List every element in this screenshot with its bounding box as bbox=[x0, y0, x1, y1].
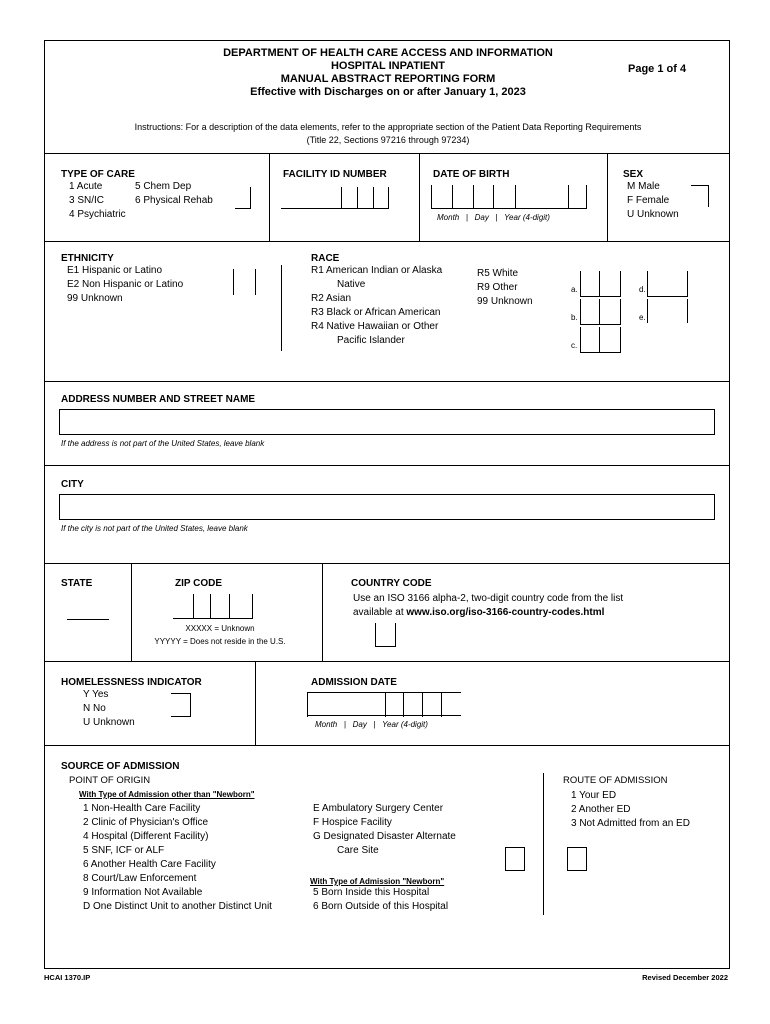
zip-code-label: ZIP CODE bbox=[175, 578, 223, 589]
race-slot-e-label: e. bbox=[639, 313, 646, 322]
race-slot-a-input[interactable] bbox=[580, 271, 620, 297]
homelessness-option-no: N No bbox=[83, 703, 106, 714]
country-code-available-text: available at bbox=[353, 607, 407, 618]
ethnicity-option-hispanic: E1 Hispanic or Latino bbox=[67, 265, 163, 276]
race-option-r4: R4 Native Hawaiian or Other bbox=[311, 321, 439, 332]
race-slot-c-input[interactable] bbox=[580, 327, 620, 353]
ethnicity-label: ETHNICITY bbox=[61, 253, 114, 264]
form-number: HCAI 1370.IP bbox=[44, 973, 91, 982]
race-option-r1: R1 American Indian or Alaska bbox=[311, 265, 443, 276]
type-of-care-input[interactable] bbox=[235, 187, 251, 209]
care-option-snic: 3 SN/IC bbox=[69, 195, 105, 206]
date-of-birth-hint: Month | Day | Year (4-digit) bbox=[437, 213, 550, 222]
sex-label: SEX bbox=[623, 169, 644, 180]
race-option-r9: R9 Other bbox=[477, 282, 518, 293]
origin-option-g: G Designated Disaster Alternate bbox=[313, 831, 456, 842]
route-of-admission-input[interactable] bbox=[567, 847, 587, 871]
origin-option-2: 2 Clinic of Physician's Office bbox=[83, 817, 209, 828]
instructions-line-2: (Title 22, Sections 97216 through 97234) bbox=[306, 135, 470, 145]
point-of-origin-input[interactable] bbox=[505, 847, 525, 871]
care-option-acute: 1 Acute bbox=[69, 181, 103, 192]
race-slot-e-input[interactable] bbox=[647, 299, 687, 323]
zip-note-unknown: XXXXX = Unknown bbox=[185, 624, 255, 633]
form-title: MANUAL ABSTRACT REPORTING FORM bbox=[280, 73, 496, 85]
facility-id-label: FACILITY ID NUMBER bbox=[283, 169, 387, 180]
race-option-r4-cont: Pacific Islander bbox=[337, 335, 405, 346]
date-of-birth-input[interactable] bbox=[431, 185, 587, 209]
route-option-2: 2 Another ED bbox=[571, 804, 631, 815]
effective-date: Effective with Discharges on or after January 1, 2023 bbox=[250, 86, 526, 98]
country-code-input[interactable] bbox=[375, 623, 395, 647]
revision-date: Revised December 2022 bbox=[642, 973, 728, 982]
race-slot-d-input[interactable] bbox=[647, 271, 687, 297]
divider bbox=[281, 265, 282, 351]
divider bbox=[45, 241, 729, 242]
department-title: DEPARTMENT OF HEALTH CARE ACCESS AND INFORMATION bbox=[223, 47, 553, 59]
ethnicity-option-unknown: 99 Unknown bbox=[67, 293, 123, 304]
type-of-care-label: TYPE OF CARE bbox=[61, 169, 135, 180]
divider bbox=[419, 154, 420, 242]
divider bbox=[255, 662, 256, 746]
race-label: RACE bbox=[311, 253, 340, 264]
race-slot-c-label: c. bbox=[571, 341, 578, 350]
race-slot-d-label: d. bbox=[639, 285, 646, 294]
homelessness-input[interactable] bbox=[171, 693, 191, 717]
origin-option-6: 6 Another Health Care Facility bbox=[83, 859, 216, 870]
sex-option-male: M Male bbox=[627, 181, 660, 192]
city-label: CITY bbox=[61, 479, 84, 490]
care-option-physical-rehab: 6 Physical Rehab bbox=[135, 195, 213, 206]
state-input[interactable] bbox=[67, 619, 109, 620]
country-code-label: COUNTRY CODE bbox=[351, 578, 432, 589]
divider bbox=[45, 745, 729, 746]
route-option-1: 1 Your ED bbox=[571, 790, 617, 801]
care-row-1 bbox=[61, 180, 261, 194]
race-slot-b-label: b. bbox=[571, 313, 578, 322]
race-section-right bbox=[477, 267, 533, 309]
date-of-birth-label: DATE OF BIRTH bbox=[433, 169, 510, 180]
sex-input[interactable] bbox=[691, 185, 709, 207]
admission-date-hint: Month | Day | Year (4-digit) bbox=[315, 720, 428, 729]
race-option-r5: R5 White bbox=[477, 268, 519, 279]
race-option-r1-cont: Native bbox=[337, 279, 366, 290]
divider bbox=[131, 564, 132, 662]
origin-list-right bbox=[313, 802, 456, 858]
admission-date-label: ADMISSION DATE bbox=[311, 677, 397, 688]
homelessness-label: HOMELESSNESS INDICATOR bbox=[61, 677, 202, 688]
divider bbox=[45, 381, 729, 382]
race-option-r3: R3 Black or African American bbox=[311, 307, 441, 318]
ethnicity-section bbox=[61, 253, 183, 306]
route-option-3: 3 Not Admitted from an ED bbox=[571, 818, 690, 829]
origin-option-9: 9 Information Not Available bbox=[83, 887, 203, 898]
origin-option-1: 1 Non-Health Care Facility bbox=[83, 803, 201, 814]
divider bbox=[543, 773, 544, 915]
state-label: STATE bbox=[61, 578, 93, 589]
source-of-admission-label: SOURCE OF ADMISSION bbox=[61, 761, 180, 772]
care-option-chem-dep: 5 Chem Dep bbox=[135, 181, 192, 192]
origin-option-d: D One Distinct Unit to another Distinct Unit bbox=[83, 901, 272, 912]
address-note: If the address is not part of the United States, leave blank bbox=[61, 439, 265, 448]
origin-option-newborn-5: 5 Born Inside this Hospital bbox=[313, 887, 430, 898]
ethnicity-option-non-hispanic: E2 Non Hispanic or Latino bbox=[67, 279, 184, 290]
point-of-origin-label: POINT OF ORIGIN bbox=[69, 775, 151, 786]
zip-code-input[interactable] bbox=[173, 594, 253, 619]
divider bbox=[45, 465, 729, 466]
route-of-admission-label: ROUTE OF ADMISSION bbox=[563, 775, 668, 786]
divider bbox=[269, 154, 270, 242]
divider bbox=[322, 564, 323, 662]
sex-option-female: F Female bbox=[627, 195, 670, 206]
admission-date-input[interactable] bbox=[307, 692, 461, 716]
divider bbox=[45, 563, 729, 564]
city-input[interactable] bbox=[59, 494, 715, 520]
non-newborn-heading: With Type of Admission other than "Newborn" bbox=[79, 790, 255, 799]
newborn-list bbox=[313, 886, 448, 914]
divider bbox=[607, 154, 608, 242]
race-slot-a-label: a. bbox=[571, 285, 578, 294]
ethnicity-input[interactable] bbox=[233, 269, 255, 295]
care-option-psychiatric: 4 Psychiatric bbox=[69, 209, 126, 220]
facility-id-input[interactable] bbox=[281, 187, 389, 209]
route-list bbox=[571, 789, 690, 831]
country-code-link-line bbox=[353, 606, 604, 620]
origin-option-g-cont: Care Site bbox=[337, 845, 379, 856]
divider bbox=[45, 661, 729, 662]
country-code-instruction: Use an ISO 3166 alpha-2, two-digit country code from the list bbox=[353, 593, 624, 604]
address-input[interactable] bbox=[59, 409, 715, 435]
origin-option-5: 5 SNF, ICF or ALF bbox=[83, 845, 165, 856]
origin-list-left bbox=[83, 802, 272, 914]
race-option-unknown: 99 Unknown bbox=[477, 296, 533, 307]
origin-option-8: 8 Court/Law Enforcement bbox=[83, 873, 197, 884]
form-type: HOSPITAL INPATIENT bbox=[330, 60, 446, 72]
sex-section bbox=[623, 169, 679, 222]
iso-country-codes-link[interactable]: www.iso.org/iso-3166-country-codes.html bbox=[406, 607, 605, 618]
homelessness-option-unknown: U Unknown bbox=[83, 717, 135, 728]
origin-option-newborn-6: 6 Born Outside of this Hospital bbox=[313, 901, 449, 912]
instructions bbox=[45, 121, 731, 147]
form-frame bbox=[44, 40, 730, 969]
origin-option-f: F Hospice Facility bbox=[313, 817, 392, 828]
origin-option-e: E Ambulatory Surgery Center bbox=[313, 803, 444, 814]
care-row-2 bbox=[61, 194, 261, 208]
homelessness-option-yes: Y Yes bbox=[83, 689, 109, 700]
type-of-care-section bbox=[61, 169, 261, 222]
zip-note-not-us: YYYYY = Does not reside in the U.S. bbox=[154, 637, 286, 646]
newborn-heading: With Type of Admission "Newborn" bbox=[310, 877, 445, 886]
zip-code-notes bbox=[145, 622, 295, 648]
origin-option-4: 4 Hospital (Different Facility) bbox=[83, 831, 209, 842]
divider bbox=[45, 153, 729, 154]
sex-option-unknown: U Unknown bbox=[627, 209, 679, 220]
instructions-line-1: Instructions: For a description of the data elements, refer to the appropriate section of the Patient Data Reporting Requirements bbox=[134, 122, 642, 132]
race-section bbox=[311, 253, 442, 348]
address-label: ADDRESS NUMBER AND STREET NAME bbox=[61, 394, 256, 405]
race-slot-b-input[interactable] bbox=[580, 299, 620, 325]
page-number: Page 1 of 4 bbox=[628, 63, 687, 75]
race-option-r2: R2 Asian bbox=[311, 293, 352, 304]
city-note: If the city is not part of the United States, leave blank bbox=[61, 524, 248, 533]
